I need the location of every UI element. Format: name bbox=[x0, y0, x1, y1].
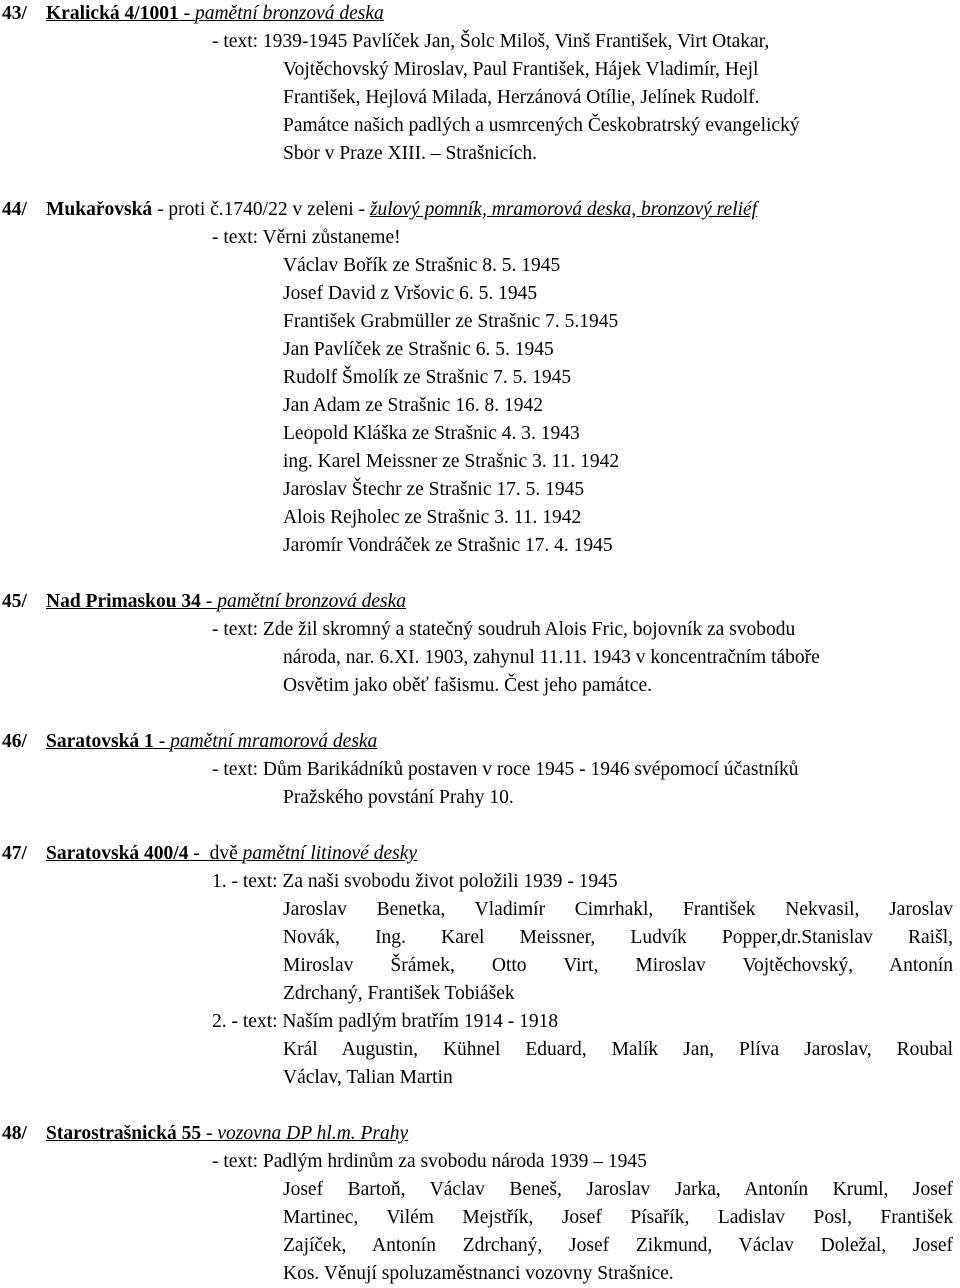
entry-heading bbox=[46, 728, 377, 756]
entry-number: 43/ bbox=[2, 3, 27, 24]
entry-text-line: - text: 1939-1945 Pavlíček Jan, Šolc Miloš, Vinš František, Virt Otakar, bbox=[212, 31, 770, 52]
entry-heading bbox=[46, 840, 417, 868]
entry-name-line: Rudolf Šmolík ze Strašnic 7. 5. 1945 bbox=[283, 367, 572, 388]
entry-name-line: Josef David z Vršovic 6. 5. 1945 bbox=[283, 283, 538, 304]
entry-text-line: Zajíček, Antonín Zdrchaný, Josef Zikmund, Václav Doležal, Josef bbox=[283, 1235, 953, 1256]
entry-sub-label: 2. - text: Naším padlým bratřím 1914 - 1918 bbox=[212, 1011, 559, 1032]
entry-name-line: Leopold Kláška ze Strašnic 4. 3. 1943 bbox=[283, 423, 580, 444]
entry-text-line: - text: Dům Barikádníků postaven v roce 1945 - 1946 svépomocí účastníků bbox=[212, 759, 799, 780]
entry-text-line: Vojtěchovský Miroslav, Paul František, Hájek Vladimír, Hejl bbox=[283, 59, 759, 80]
entry-heading bbox=[46, 1120, 408, 1148]
entry-text-label: - text: Věrni zůstaneme! bbox=[212, 227, 401, 248]
entry-sub-label: 1. - text: Za naši svobodu život položili 1939 - 1945 bbox=[212, 871, 618, 892]
entry-street: Mukařovská bbox=[46, 199, 153, 220]
entry-text-line: Josef Bartoň, Václav Beneš, Jaroslav Jarka, Antonín Kruml, Josef bbox=[283, 1179, 953, 1200]
entry-separator: - bbox=[200, 591, 218, 612]
entry-number: 48/ bbox=[2, 1123, 27, 1144]
entry-description: pamětní bronzová deska bbox=[217, 591, 407, 612]
entry-text-line: František, Hejlová Milada, Herzánová Otílie, Jelínek Rudolf. bbox=[283, 87, 760, 108]
entry-name-line: ing. Karel Meissner ze Strašnic 3. 11. 1942 bbox=[283, 451, 620, 472]
entry-number: 46/ bbox=[2, 731, 27, 752]
entry-separator: - bbox=[201, 1123, 218, 1144]
entry-street: Starostrašnická 55 bbox=[46, 1123, 202, 1144]
entry-text-line: Král Augustin, Kühnel Eduard, Malík Jan, Plíva Jaroslav, Roubal bbox=[283, 1039, 953, 1060]
entry-name-line: Jan Adam ze Strašnic 16. 8. 1942 bbox=[283, 395, 543, 416]
entry-description: pamětní mramorová deska bbox=[170, 731, 378, 752]
entry-text-line: Sbor v Praze XIII. – Strašnicích. bbox=[283, 143, 537, 164]
entry-text-line: - text: Zde žil skromný a statečný soudruh Alois Fric, bojovník za svobodu bbox=[212, 619, 796, 640]
entry-description: pamětní litinové desky bbox=[242, 843, 417, 864]
entry-heading bbox=[46, 0, 384, 28]
entry-number: 44/ bbox=[2, 199, 27, 220]
entry-description: vozovna DP hl.m. Prahy bbox=[217, 1123, 409, 1144]
entry-text-line: Kos. Věnují spoluzaměstnanci vozovny Strašnice. bbox=[283, 1263, 674, 1284]
entry-text-line: národa, nar. 6.XI. 1903, zahynul 11.11. 1943 v koncentračním táboře bbox=[283, 647, 820, 668]
entry-name-line: Jan Pavlíček ze Strašnic 6. 5. 1945 bbox=[283, 339, 554, 360]
entry-name-line: Jaromír Vondráček ze Strašnic 17. 4. 1945 bbox=[283, 535, 613, 556]
entry-name-line: František Grabmüller ze Strašnic 7. 5.1945 bbox=[283, 311, 619, 332]
entry-name-line: Jaroslav Štechr ze Strašnic 17. 5. 1945 bbox=[283, 479, 585, 500]
entry-text-label: - text: Padlým hrdinům za svobodu národa 1939 – 1945 bbox=[212, 1151, 647, 1172]
entry-separator: - proti č.1740/22 v zeleni - bbox=[152, 199, 370, 220]
entry-description: žulový pomník, mramorová deska, bronzový reliéf bbox=[369, 199, 758, 220]
entry-text-line: Martinec, Vilém Mejstřík, Josef Písařík, Ladislav Posl, František bbox=[283, 1207, 953, 1228]
entry-text-line: Miroslav Šrámek, Otto Virt, Miroslav Vojtěchovský, Antonín bbox=[283, 955, 953, 976]
entry-separator: - dvě bbox=[188, 843, 243, 864]
entry-street: Saratovská 1 bbox=[46, 731, 154, 752]
entry-name-line: Václav Bořík ze Strašnic 8. 5. 1945 bbox=[283, 255, 561, 276]
entry-separator: - bbox=[153, 731, 171, 752]
entry-separator: - bbox=[178, 3, 195, 24]
entry-number: 47/ bbox=[2, 843, 27, 864]
entry-name-line: Alois Rejholec ze Strašnic 3. 11. 1942 bbox=[283, 507, 582, 528]
entry-number: 45/ bbox=[2, 591, 27, 612]
entry-text-line: Jaroslav Benetka, Vladimír Cimrhakl, František Nekvasil, Jaroslav bbox=[283, 899, 953, 920]
entry-text-line: Václav, Talian Martin bbox=[283, 1067, 453, 1088]
entry-description: pamětní bronzová deska bbox=[194, 3, 384, 24]
entry-text-line: Osvětim jako oběť fašismu. Čest jeho památce. bbox=[283, 675, 652, 696]
entry-heading bbox=[46, 196, 757, 224]
entry-street: Kralická 4/1001 bbox=[46, 3, 179, 24]
entry-street: Nad Primaskou 34 bbox=[46, 591, 201, 612]
entry-text-line: Památce našich padlých a usmrcených Českobratrský evangelický bbox=[283, 115, 800, 136]
entry-street: Saratovská 400/4 bbox=[46, 843, 189, 864]
entry-text-line: Pražského povstání Prahy 10. bbox=[283, 787, 514, 808]
entry-text-line: Novák, Ing. Karel Meissner, Ludvík Popper,dr.Stanislav Raišl, bbox=[283, 927, 953, 948]
entry-text-line: Zdrchaný, František Tobiášek bbox=[283, 983, 515, 1004]
entry-heading bbox=[46, 588, 406, 616]
